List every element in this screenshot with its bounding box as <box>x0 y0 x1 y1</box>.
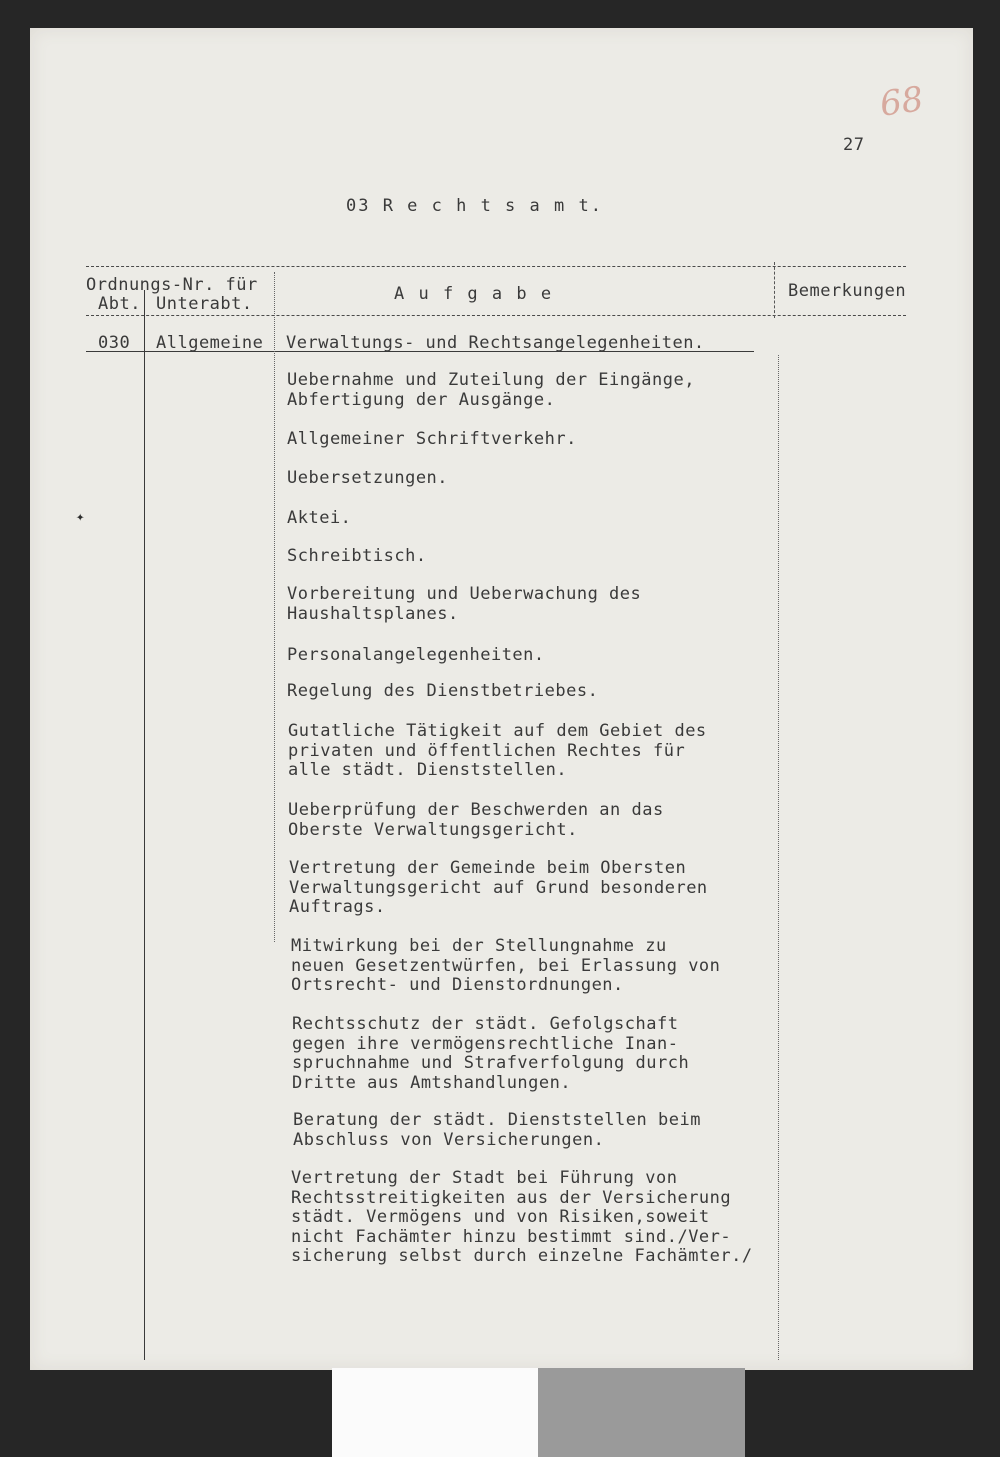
header-ordnungs-nr: Ordnungs-Nr. für <box>86 275 258 295</box>
list-item: Regelung des Dienstbetriebes. <box>287 681 599 701</box>
list-item: Vertretung der Stadt bei Führung von Rechtsstreitigkeiten aus der Versicherung städt. Vermögens und von Risiken,soweit nicht Fachämter hinzu bestimmt sind./Ver- sicherung selbst durch einzelne Fachämter./ <box>291 1168 753 1266</box>
list-item: Vertretung der Gemeinde beim Obersten Verwaltungsgericht auf Grund besonderen Auftrags. <box>289 858 708 917</box>
list-item: Uebernahme und Zuteilung der Eingänge, Abfertigung der Ausgänge. <box>287 370 695 410</box>
list-item: Beratung der städt. Dienststellen beim Abschluss von Versicherungen. <box>293 1110 701 1150</box>
page-number: 27 <box>843 135 865 155</box>
page-title: 03 R e c h t s a m t. <box>346 196 603 216</box>
header-unterabt: Unterabt. <box>156 294 253 314</box>
table-top-rule <box>86 266 906 267</box>
list-item: Personalangelegenheiten. <box>287 645 545 665</box>
margin-mark: ✦ <box>76 509 85 525</box>
list-item: Aktei. <box>287 508 352 528</box>
column-rule-aufgabe <box>774 262 775 318</box>
table-header-rule <box>86 315 906 316</box>
calibration-grey-card <box>538 1368 745 1457</box>
list-item: Schreibtisch. <box>287 546 427 566</box>
pencil-folio-number: 68 <box>877 79 926 125</box>
list-item: Uebersetzungen. <box>287 468 449 488</box>
section-number: 030 <box>98 333 131 353</box>
list-item: Gutatliche Tätigkeit auf dem Gebiet des privaten und öffentlichen Rechtes für alle städt. Dienststellen. <box>288 721 707 780</box>
list-item: Rechtsschutz der städt. Gefolgschaft gegen ihre vermögensrechtliche Inan- spruchnahme und Strafverfolgung durch Dritte aus Amtshandlungen. <box>292 1014 690 1093</box>
list-item: Allgemeiner Schriftverkehr. <box>287 429 577 449</box>
header-bemerkungen: Bemerkungen <box>788 281 907 301</box>
list-item: Vorbereitung und Ueberwachung des Haushaltsplanes. <box>287 584 642 624</box>
list-item: Ueberprüfung der Beschwerden an das Oberste Verwaltungsgericht. <box>288 800 664 840</box>
header-abt: Abt. <box>98 294 141 314</box>
column-rule-bemerkungen <box>778 355 779 1360</box>
section-heading: Verwaltungs- und Rechtsangelegenheiten. <box>286 333 705 353</box>
header-aufgabe: A u f g a b e <box>394 284 554 304</box>
column-rule-unterabt <box>274 272 275 942</box>
column-rule-abt <box>144 290 145 1360</box>
section-label: Allgemeine <box>156 333 264 353</box>
list-item: Mitwirkung bei der Stellungnahme zu neuen Gesetzentwürfen, bei Erlassung von Ortsrecht- und Dienstordnungen. <box>291 936 721 995</box>
calibration-white-card <box>332 1368 538 1457</box>
